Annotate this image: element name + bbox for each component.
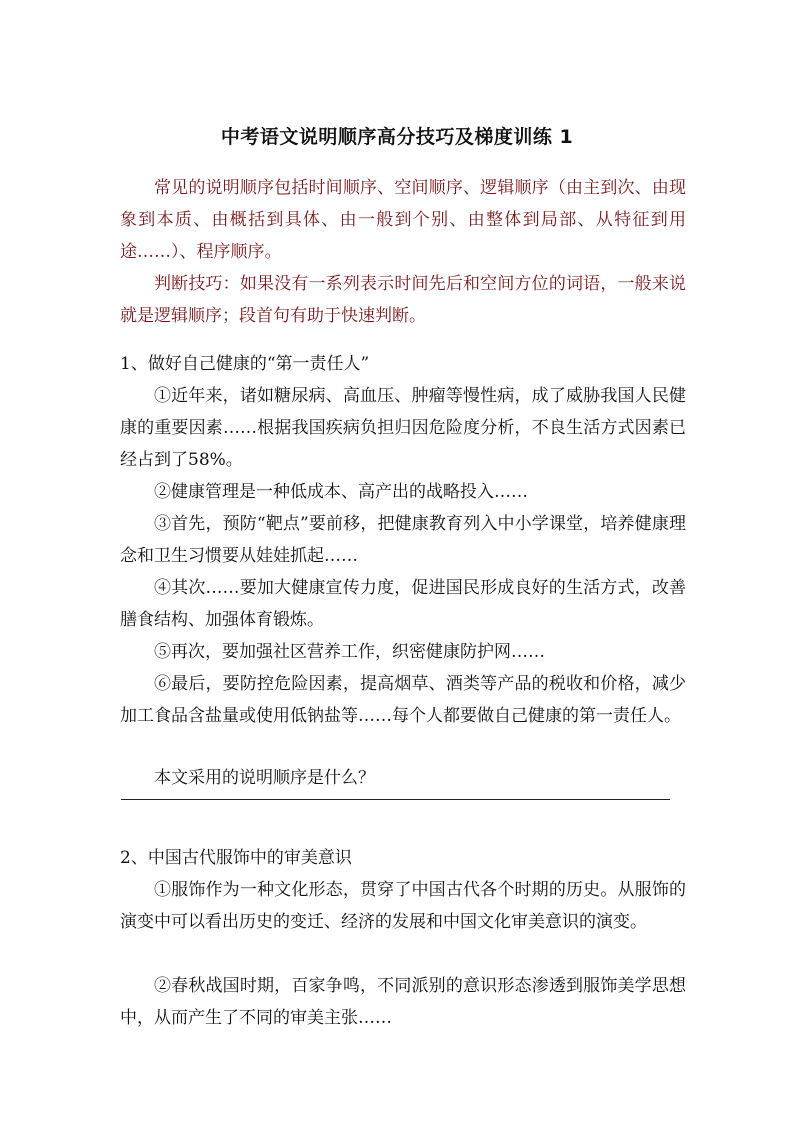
section1-paragraph-2: ②健康管理是一种低成本、高产出的战略投入…… — [154, 482, 528, 502]
intro-judging-tip: 判断技巧：如果没有一系列表示时间先后和空间方位的词语，一般来说就是逻辑顺序；段首句有助于快速判断。 — [120, 274, 686, 326]
section2-paragraph-1: ①服饰作为一种文化形态，贯穿了中国古代各个时期的历史。从服饰的演变中可以看出历史的变迁、经济的发展和中国文化审美意识的演变。 — [120, 880, 686, 932]
section2-heading: 2、中国古代服饰中的审美意识 — [120, 848, 352, 868]
section1-question: 本文采用的说明顺序是什么？ — [154, 768, 375, 788]
section1-paragraph-5: ⑤再次，要加强社区营养工作，织密健康防护网…… — [154, 642, 545, 662]
section1-heading: 1、做好自己健康的“第一责任人” — [120, 354, 370, 374]
section1-paragraph-1: ①近年来，诸如糖尿病、高血压、肿瘤等慢性病，成了威胁我国人民健康的重要因素……根据我国疾病负担归因危险度分析，不良生活方式因素已经占到了58%。 — [120, 386, 686, 470]
answer-line[interactable] — [121, 799, 670, 800]
section1-paragraph-4: ④其次……要加大健康宣传力度，促进国民形成良好的生活方式，改善膳食结构、加强体育锻炼。 — [120, 578, 686, 630]
section1-paragraph-3: ③首先，预防“靶点”要前移，把健康教育列入中小学课堂，培养健康理念和卫生习惯要从娃娃抓起…… — [120, 514, 686, 566]
intro-explanation: 常见的说明顺序包括时间顺序、空间顺序、逻辑顺序（由主到次、由现象到本质、由概括到具体、由一般到个别、由整体到局部、从特征到用途……）、程序顺序。 — [120, 178, 686, 262]
section2-paragraph-2: ②春秋战国时期，百家争鸣，不同派别的意识形态渗透到服饰美学思想中，从而产生了不同的审美主张…… — [120, 976, 686, 1028]
document-title: 中考语文说明顺序高分技巧及梯度训练 1 — [220, 126, 574, 148]
section1-paragraph-6: ⑥最后，要防控危险因素，提高烟草、酒类等产品的税收和价格，减少加工食品含盐量或使用低钠盐等……每个人都要做自己健康的第一责任人。 — [120, 674, 686, 726]
